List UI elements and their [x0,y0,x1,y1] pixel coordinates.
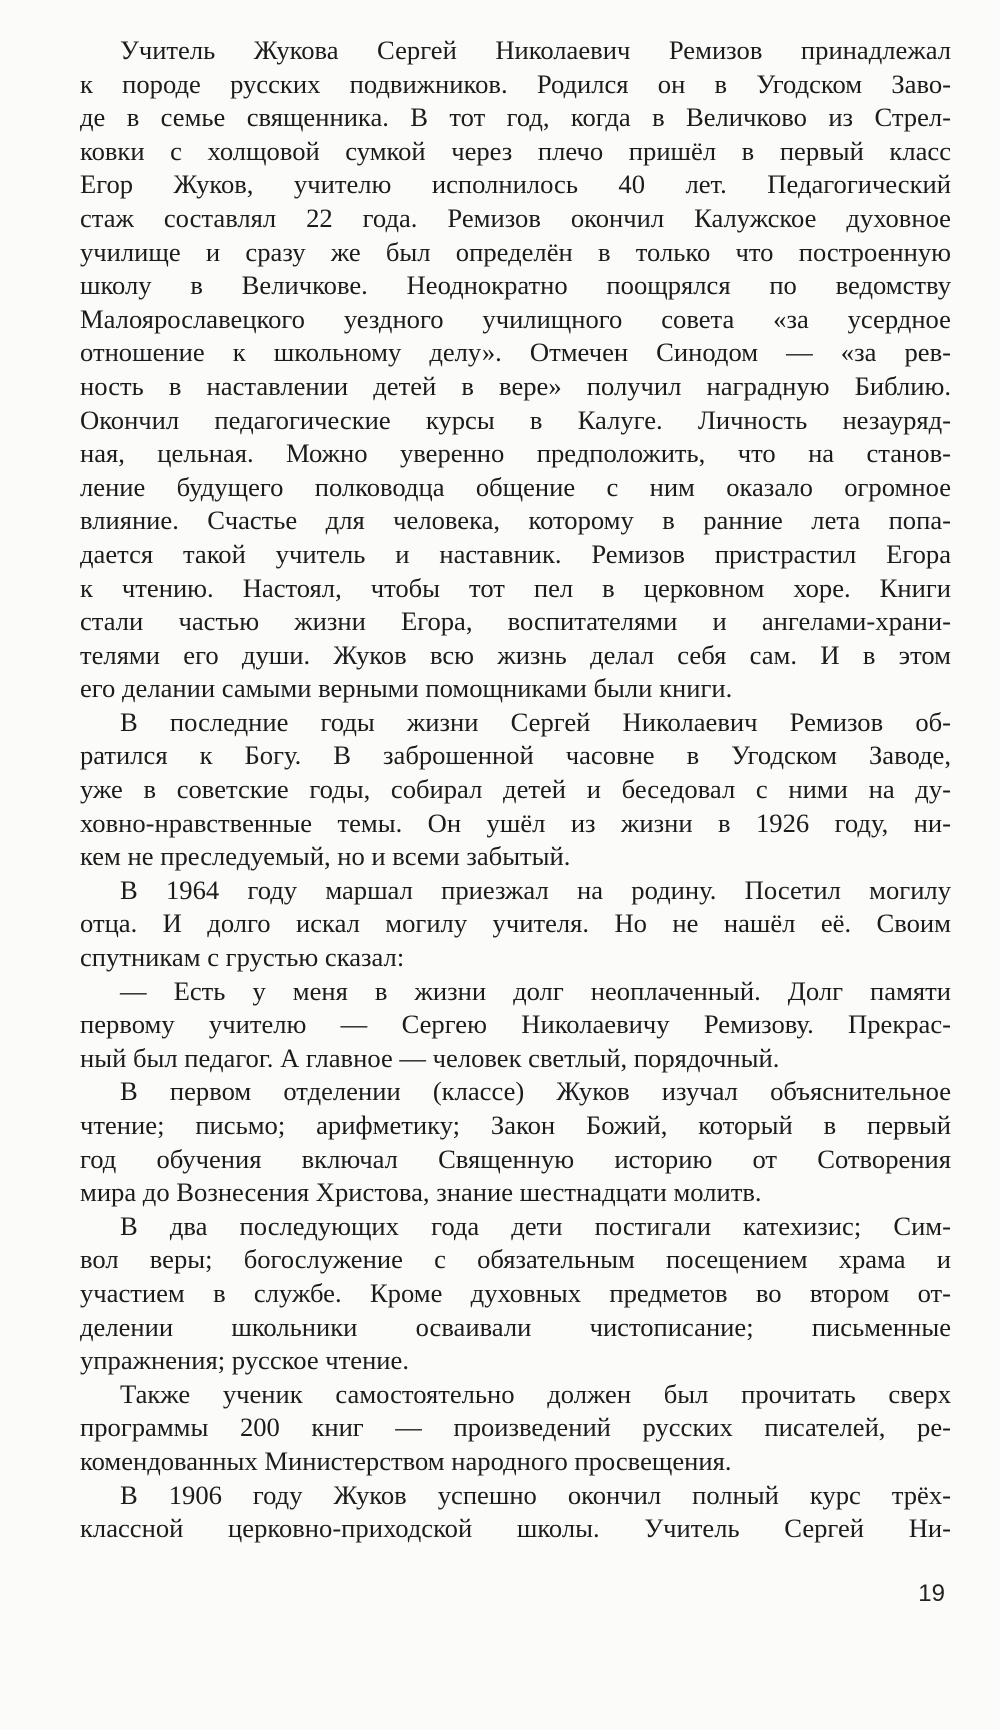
text-line: упражнения; русское чтение. [80,1345,409,1376]
paragraph [80,975,951,1076]
paragraph [80,1210,951,1378]
text-line: училище и сразу же был определён в только что построенную [80,236,951,267]
text-line: ратился к Богу. В заброшенной часовне в Угодском Заводе, [80,740,951,771]
text-line: Также ученик самостоятельно должен был прочитать сверх [120,1378,951,1409]
text-line: В два последующих года дети постигали катехизис; Сим- [120,1210,951,1241]
text-line: кем не преследуемый, но и всеми забытый. [80,841,571,872]
text-line: комендованных Министерством народного просвещения. [80,1445,732,1476]
text-line: дается такой учитель и наставник. Ремизов пристрастил Егора [80,538,951,569]
text-line: телями его души. Жуков всю жизнь делал себя сам. И в этом [80,639,951,670]
text-line: В 1906 году Жуков успешно окончил полный курс трёх- [120,1479,951,1510]
text-line: его делании самыми верными помощниками были книги. [80,673,733,704]
text-line: стали частью жизни Егора, воспитателями и ангелами-храни- [80,606,951,637]
text-line: Малоярославецкого уездного училищного совета «за усердное [80,303,951,334]
text-line: В 1964 году маршал приезжал на родину. Посетил могилу [120,874,951,905]
text-line: ный был педагог. А главное — человек светлый, порядочный. [80,1042,780,1073]
text-line: первому учителю — Сергею Николаевичу Ремизову. Прекрас- [80,1009,951,1040]
paragraph [80,874,951,975]
text-line: программы 200 книг — произведений русских писателей, ре- [80,1412,951,1443]
text-line: год обучения включал Священную историю от Сотворения [80,1143,951,1174]
text-line: отношение к школьному делу». Отмечен Синодом — «за рев- [80,337,951,368]
paragraph [80,706,951,874]
text-line: ление будущего полководца общение с ним оказало огромное [80,471,951,502]
text-line: влияние. Счастье для человека, которому в ранние лета попа- [80,505,951,536]
text-line: отца. И долго искал могилу учителя. Но не нашёл её. Своим [80,908,951,939]
text-line: мира до Вознесения Христова, знание шестнадцати молитв. [80,1177,762,1208]
text-line: ковки с холщовой сумкой через плечо пришёл в первый класс [80,135,951,166]
text-line: де в семье священника. В тот год, когда в Величково из Стрел- [80,102,951,133]
text-line: ная, цельная. Можно уверенно предположить, что на станов- [80,438,951,469]
text-line: вол веры; богослужение с обязательным посещением храма и [80,1244,951,1275]
paragraph [80,34,951,706]
text-line: В последние годы жизни Сергей Николаевич Ремизов об- [120,706,951,737]
text-line: участием в службе. Кроме духовных предметов во втором от- [80,1277,951,1308]
text-line: уже в советские годы, собирал детей и беседовал с ними на ду- [80,774,951,805]
text-line: ность в наставлении детей в вере» получил наградную Библию. [80,370,951,401]
page-number: 19 [918,1580,945,1607]
text-line: Учитель Жукова Сергей Николаевич Ремизов принадлежал [120,35,951,65]
text-line: ховно-нравственные темы. Он ушёл из жизни в 1926 году, ни- [80,807,951,838]
text-line: к породе русских подвижников. Родился он в Угодском Заво- [80,68,951,99]
paragraph [80,1378,951,1479]
paragraph [80,1075,951,1209]
text-line: Егор Жуков, учителю исполнилось 40 лет. Педагогический [80,169,951,200]
text-line: чтение; письмо; арифметику; Закон Божий, который в первый [80,1110,951,1140]
body-text [80,34,951,1546]
text-line: делении школьники осваивали чистописание; письменные [80,1311,951,1342]
paragraph [80,1479,951,1546]
text-line: классной церковно-приходской школы. Учитель Сергей Ни- [80,1513,951,1544]
text-line: — Есть у меня в жизни долг неоплаченный. Долг памяти [120,975,951,1006]
text-line: Окончил педагогические курсы в Калуге. Личность незауряд- [80,404,951,435]
text-line: спутникам с грустью сказал: [80,942,405,973]
text-line: В первом отделении (классе) Жуков изучал объяснительное [120,1076,951,1107]
text-line: школу в Величкове. Неоднократно поощрялся по ведомству [80,270,951,301]
text-line: стаж составлял 22 года. Ремизов окончил Калужское духовное [80,202,951,233]
text-line: к чтению. Настоял, чтобы тот пел в церковном хоре. Книги [80,572,951,603]
